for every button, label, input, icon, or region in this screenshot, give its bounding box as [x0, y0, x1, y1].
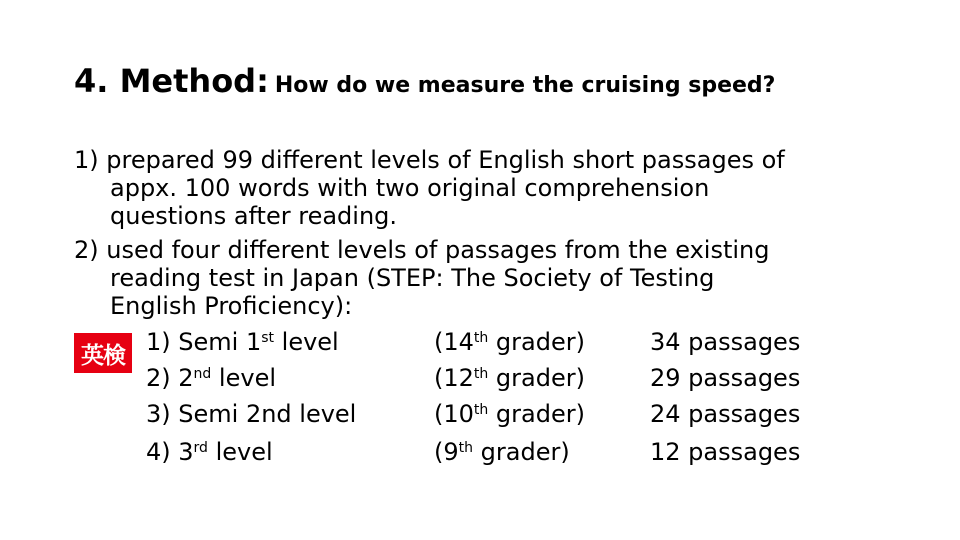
level-name: 3) Semi 2nd level: [146, 400, 357, 428]
body-line: 2) used four different levels of passages from the existing: [74, 236, 770, 264]
level-grade: (9th grader): [434, 438, 570, 466]
level-name: 4) 3rd level: [146, 438, 273, 466]
level-grade: (10th grader): [434, 400, 585, 428]
level-count: 34 passages: [650, 328, 801, 356]
slide-title: [74, 62, 775, 100]
level-grade: (14th grader): [434, 328, 585, 356]
body-line: questions after reading.: [110, 202, 398, 230]
level-name: 1) Semi 1st level: [146, 328, 339, 356]
title-main: 4. Method:: [74, 62, 269, 100]
body-line: English Proficiency):: [110, 292, 353, 320]
eiken-logo: 英検: [74, 333, 132, 373]
title-subtitle: How do we measure the cruising speed?: [274, 73, 776, 98]
body-line: 1) prepared 99 different levels of English short passages of: [74, 146, 785, 174]
level-count: 12 passages: [650, 438, 801, 466]
level-grade: (12th grader): [434, 364, 585, 392]
level-name: 2) 2nd level: [146, 364, 276, 392]
body-line: appx. 100 words with two original comprehension: [110, 174, 710, 202]
level-count: 24 passages: [650, 400, 801, 428]
body-line: reading test in Japan (STEP: The Society of Testing: [110, 264, 715, 292]
level-count: 29 passages: [650, 364, 801, 392]
